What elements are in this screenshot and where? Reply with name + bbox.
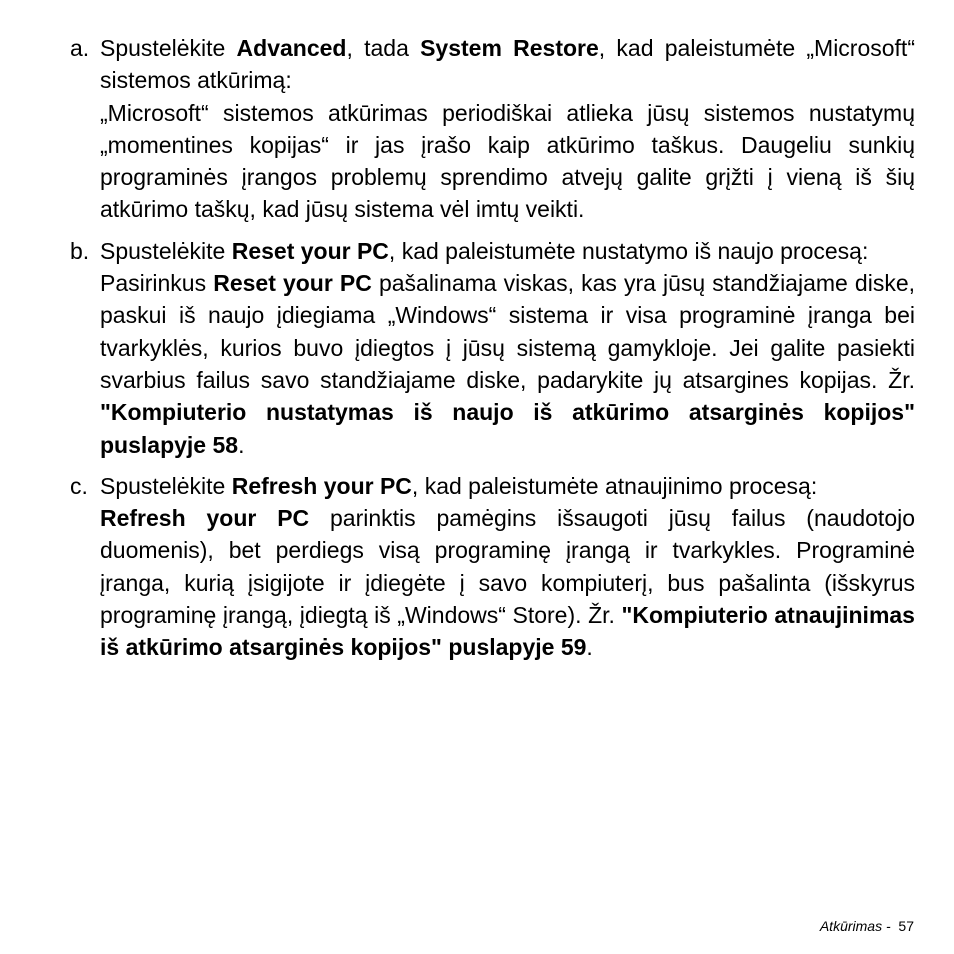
list-marker: b. xyxy=(70,237,90,264)
list-marker: c. xyxy=(70,472,88,499)
description-paragraph: Refresh your PC parinktis pamėgins išsaugoti jūsų failus (naudotojo duomenis), bet perdiegs visą programinę įrangą ir tvarkykles. Programinė įranga, kurią įsigijote ir įdiegėte į savo kompiuterį, bus pašalinta (išskyrus programinę įrangą, įdiegtą iš „Windows“ Store). Žr. "Kompiuterio atnaujinimas iš atkūrimo atsarginės kopijos" puslapyje 59. xyxy=(100,505,916,661)
list-item-body xyxy=(100,235,915,461)
list-item-body xyxy=(100,32,915,226)
list-item-body xyxy=(100,470,915,664)
ui-term-advanced: Advanced xyxy=(236,35,347,61)
footer-section-title: Atkūrimas - xyxy=(819,918,891,934)
cross-reference-page-58: "Kompiuterio nustatymas iš naujo iš atkūrimo atsarginės kopijos" puslapyje 58 xyxy=(100,399,915,458)
list-item-advanced xyxy=(70,32,915,226)
ui-term-reset-your-pc: Reset your PC xyxy=(231,237,389,264)
page-footer xyxy=(820,918,914,934)
instruction-paragraph: Spustelėkite Reset your PC, kad paleistumėte nustatymo iš naujo procesą: xyxy=(100,237,869,264)
ui-term-refresh-your-pc: Refresh your PC xyxy=(100,505,310,532)
description-paragraph: Pasirinkus Reset your PC pašalinama viskas, kas yra jūsų standžiajame diske, paskui iš naujo įdiegiama „Windows“ sistema ir visa programinė įranga bei tvarkyklės, kurios buvo įdiegtos į jūsų sistemą gamykloje. Jei galite pasiekti svarbius failus savo standžiajame diske, padarykite jų atsargines kopijas. Žr. "Kompiuterio nustatymas iš naujo iš atkūrimo atsarginės kopijos" puslapyje 58. xyxy=(100,270,916,458)
list-item-refresh xyxy=(70,470,915,664)
list-item-reset xyxy=(70,235,915,461)
cross-reference-page-59: "Kompiuterio atnaujinimas iš atkūrimo atsarginės kopijos" puslapyje 59 xyxy=(100,602,915,661)
ui-term-refresh-your-pc: Refresh your PC xyxy=(231,472,412,499)
list-marker: a. xyxy=(70,35,90,61)
instruction-paragraph: Spustelėkite Refresh your PC, kad paleistumėte atnaujinimo procesą: xyxy=(100,472,818,499)
recovery-options-list xyxy=(70,32,915,673)
ui-term-reset-your-pc: Reset your PC xyxy=(213,270,372,297)
instruction-paragraph: Spustelėkite Advanced, tada System Restore, kad paleistumėte „Microsoft“ sistemos atkūrimą: xyxy=(100,35,915,94)
page-number: 57 xyxy=(898,918,914,934)
ui-term-system-restore: System Restore xyxy=(420,35,599,61)
description-paragraph: „Microsoft“ sistemos atkūrimas periodiškai atlieka jūsų sistemos nustatymų „momentines kopijas“ ir jas įrašo kaip atkūrimo taškus. Daugeliu sunkių programinės įrangos problemų sprendimo atvejų galite grįžti į vieną iš šių atkūrimo taškų, kad jūsų sistema vėl imtų veikti. xyxy=(100,99,915,223)
